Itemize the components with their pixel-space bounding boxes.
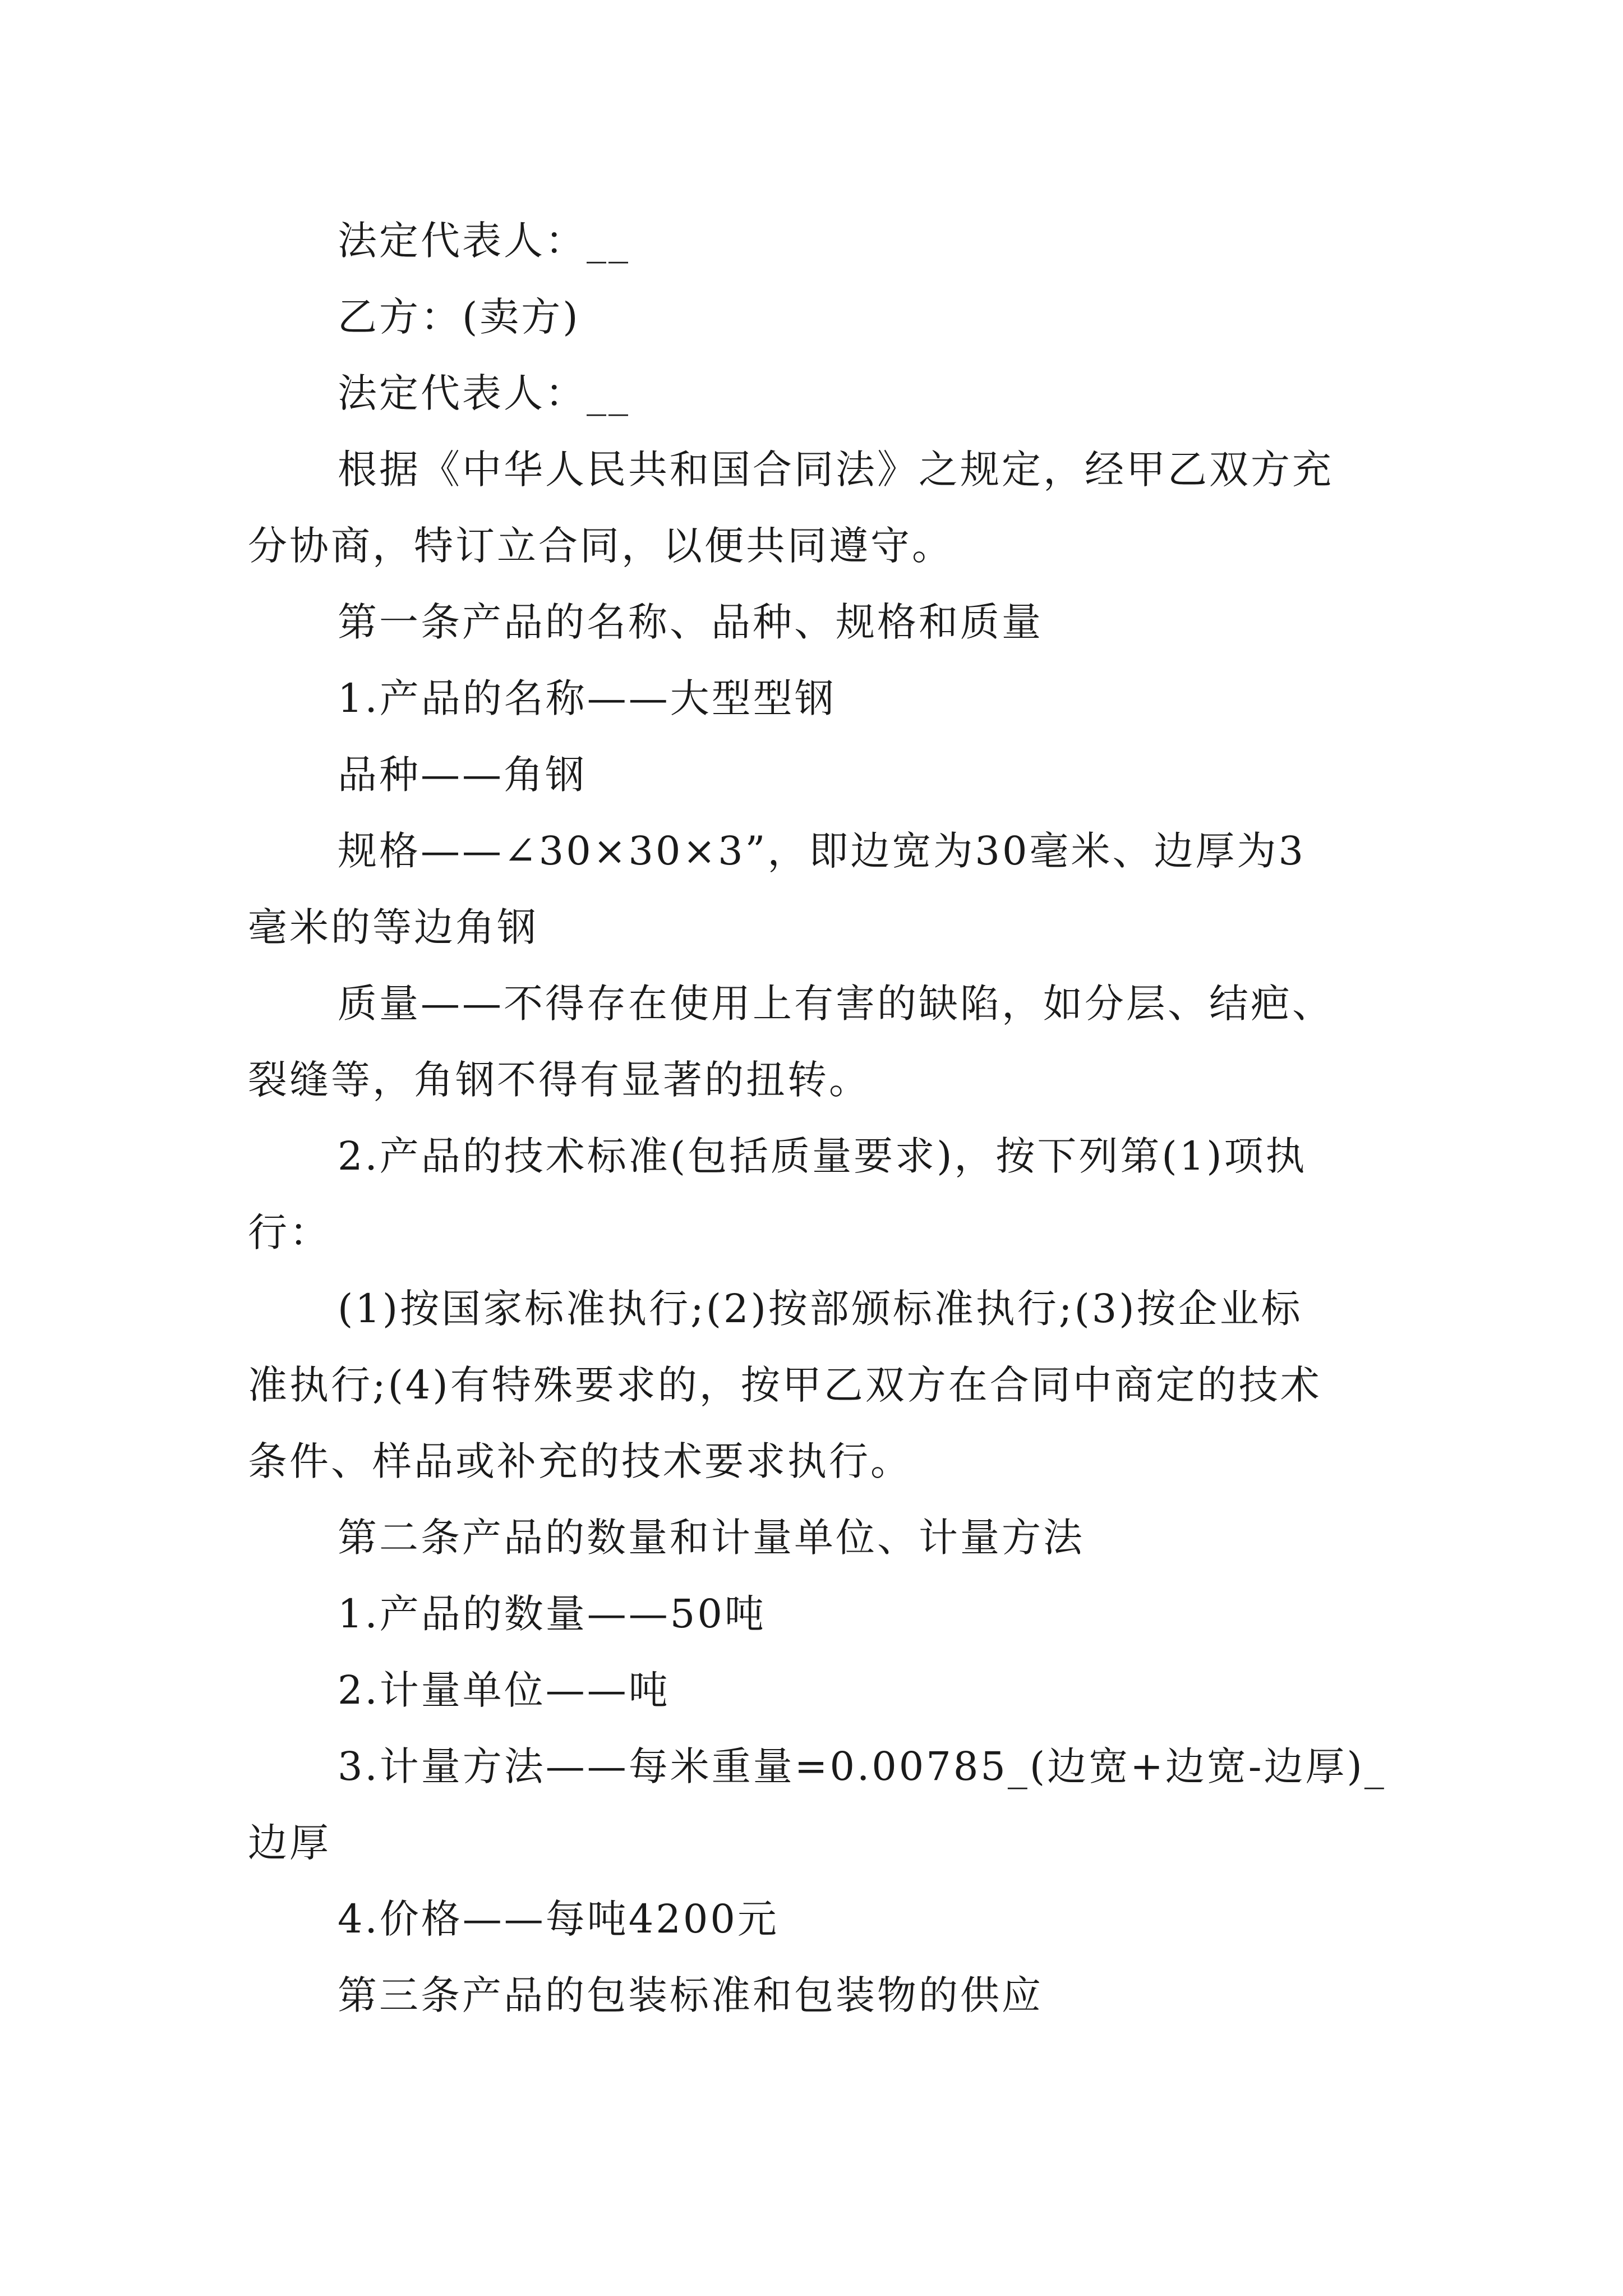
text-line: 法定代表人：__ [338,370,630,416]
text-line: (1)按国家标准执行;(2)按部颁标准执行;(3)按企业标 [338,1286,1303,1332]
text-line: 条件、样品或补充的技术要求执行。 [248,1438,912,1484]
text-line: 品种——角钢 [338,752,587,798]
text-line: 1.产品的数量——50吨 [338,1591,766,1637]
text-line: 裂缝等，角钢不得有显著的扭转。 [248,1057,870,1103]
text-line: 边厚 [248,1820,331,1866]
text-line: 4.价格——每吨4200元 [338,1896,779,1942]
text-line: 2.产品的技术标准(包括质量要求)，按下列第(1)项执 [338,1133,1307,1179]
text-line: 根据《中华人民共和国合同法》之规定，经甲乙双方充 [338,447,1334,493]
section-heading: 第三条产品的包装标准和包装物的供应 [338,1972,1043,2018]
text-line: 2.计量单位——吨 [338,1667,670,1713]
text-line: 分协商，特订立合同，以便共同遵守。 [248,523,953,569]
text-line: 规格——∠30×30×3”，即边宽为30毫米、边厚为3 [338,828,1306,874]
text-line: 3.计量方法——每米重量=0.00785_(边宽+边宽-边厚)_ [338,1743,1386,1789]
text-line: 乙方：(卖方) [338,294,580,340]
text-line: 法定代表人：__ [338,218,630,264]
text-line: 行： [248,1209,331,1255]
text-line: 毫米的等边角钢 [248,904,538,950]
section-heading: 第二条产品的数量和计量单位、计量方法 [338,1515,1085,1561]
text-line: 准执行;(4)有特殊要求的，按甲乙双方在合同中商定的技术 [248,1362,1322,1408]
text-line: 1.产品的名称——大型型钢 [338,675,836,721]
section-heading: 第一条产品的名称、品种、规格和质量 [338,599,1043,645]
text-line: 质量——不得存在使用上有害的缺陷，如分层、结疤、 [338,981,1334,1027]
